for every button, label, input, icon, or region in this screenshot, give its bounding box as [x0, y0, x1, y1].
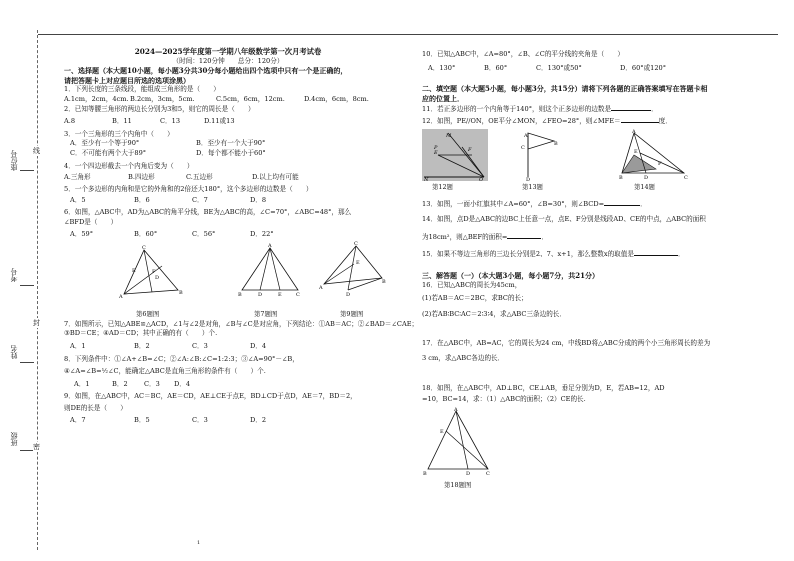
q9-option-b[interactable]: B．5 — [134, 416, 150, 425]
svg-text:B: B — [619, 174, 623, 181]
q1-options — [64, 95, 392, 105]
q1-stem: 1．下列长度的三条线段，能组成三角形的是（ ） — [64, 85, 220, 94]
q5-options — [64, 196, 392, 206]
exam-meta: （时间：120分钟 总分：120分） — [172, 56, 284, 65]
svg-text:D: D — [644, 174, 649, 181]
q8-option-a[interactable]: A．1 — [74, 379, 90, 388]
svg-text:E: E — [278, 291, 282, 298]
q8-option-b[interactable]: B．2 — [112, 379, 128, 388]
svg-text:P: P — [434, 144, 438, 151]
q2-option-b[interactable]: B．11 — [112, 117, 132, 126]
q10-option-a[interactable]: A．130° — [428, 63, 456, 72]
q15-answer-blank[interactable] — [634, 248, 678, 256]
q15-text: 15．如果不等边三角形的三边长分别是2、7、x+1，那么整数x的取值是 — [422, 250, 634, 259]
q3-option-b[interactable]: B．至少有一个大于90° — [196, 139, 266, 148]
q13-text: 13．如图，一面小红旗其中∠A=60°，∠B=30°，则∠BCD= — [422, 199, 605, 208]
q4-stem: 4．一个四边形截去一个内角后变为（ ） — [64, 161, 194, 170]
q1-option-d[interactable]: D.4cm，6cm，8cm. — [304, 94, 369, 103]
svg-text:A: A — [119, 293, 123, 300]
q3-options-row1 — [64, 139, 392, 149]
q11: 11．若正多边形的一个内角等于140°，则这个正多边形的边数是 ． — [422, 105, 658, 114]
q7-option-b[interactable]: B．2 — [134, 341, 150, 350]
q1-option-a[interactable]: A.1cm，2cm，4cm. — [64, 94, 129, 103]
figure-q12 — [422, 129, 488, 181]
q6-stem: 6．如图，△ABC中，AD为△ABC的角平分线，BE为△ABC的高，∠C=70°，∠ABC=48°，那么 — [64, 207, 352, 216]
svg-text:D: D — [346, 291, 351, 298]
q16-part1: (1)若AB＝AC＝2BC，求BC的长； — [422, 294, 528, 303]
svg-text:B: B — [554, 140, 558, 147]
svg-text:D: D — [526, 176, 531, 181]
q7-options — [64, 342, 392, 352]
svg-text:C: C — [142, 244, 146, 251]
q6-option-c[interactable]: C．56° — [192, 230, 216, 239]
q14-answer-blank[interactable] — [507, 231, 541, 239]
svg-text:B: B — [179, 289, 183, 296]
caption-fig6: 第6题图 — [136, 309, 160, 318]
q9-option-a[interactable]: A．7 — [70, 416, 86, 425]
svg-text:F: F — [152, 268, 156, 275]
q2-stem: 2．已知等腰三角形的两边长分别为3和5，则它的周长是（ ） — [64, 104, 255, 113]
q8-option-c[interactable]: C．3 — [144, 379, 160, 388]
figure-q7 — [236, 242, 302, 298]
q4-option-a[interactable]: A.三角形 — [64, 173, 91, 182]
q6-options — [64, 230, 392, 240]
q10-options — [422, 64, 766, 74]
caption-fig14: 第14题 — [634, 182, 655, 191]
exam-title: 2024—2025学年度第一学期八年级数学第一次月考试卷 — [134, 47, 322, 56]
q17-line1: 17．在△ABC中，AB=AC，它的周长为24 cm，中线BD将△ABC分成的两个小三角形周长的差为 — [422, 339, 711, 348]
q14b-text: 为18cm²，则△BEF的面积= — [422, 232, 508, 241]
q18-line1: 18．如图，在△ABC中，AD⊥BC，CE⊥AB，垂足分别为D，E，若AB=12，AD — [422, 383, 665, 392]
caption-fig7: 第7题图 — [254, 309, 278, 318]
q8-option-d[interactable]: D．4 — [174, 379, 191, 388]
q12: 12．如图，PE//ON，OE平分∠MON，∠FEO=28°，则∠MFE＝ 度． — [422, 116, 672, 125]
q13-answer-blank[interactable] — [604, 198, 640, 206]
svg-text:C: C — [521, 144, 525, 151]
q1-option-b[interactable]: B.2cm，3cm，5cm. — [130, 94, 195, 103]
svg-text:E: E — [434, 149, 438, 156]
q3-options-row2 — [64, 149, 392, 159]
svg-text:A: A — [319, 284, 323, 291]
caption-fig18: 第18题图 — [444, 480, 472, 489]
right-column — [422, 50, 766, 489]
svg-text:B: B — [423, 470, 427, 477]
q16-part2: (2)若AB∶BC∶AC＝2∶3∶4，求△ABC三条边的长． — [422, 309, 566, 318]
q16: 16．已知△ABC的周长为45cm， — [422, 280, 522, 289]
svg-text:C: C — [684, 174, 688, 181]
figure-q18-wrap — [422, 405, 766, 489]
svg-text:A: A — [268, 242, 272, 249]
svg-text:E: E — [132, 267, 136, 274]
figure-q9 — [318, 240, 388, 298]
q6-stem-2: ∠BFD是（ ） — [64, 217, 118, 226]
q3-option-c[interactable]: C．不可能有两个大于89° — [70, 148, 147, 157]
q9-stem: 9．如图，在△ABC中，AC＝BC，AE＝CD，AE⊥CE于点E，BD⊥CD于点D，AE＝7，BD＝2， — [64, 392, 357, 401]
section1-header: 一、选择题（本大题10小题，每小题3分共30分每小题给出四个选项中只有一个是正确的， — [64, 66, 348, 76]
q2-options — [64, 117, 392, 127]
q10-option-d[interactable]: D．60°或120° — [620, 63, 667, 72]
q5-option-d[interactable]: D．8 — [250, 196, 267, 205]
q9-option-c[interactable]: C．3 — [192, 416, 208, 425]
name-underline — [20, 362, 34, 363]
binding-mark-line: 线 — [33, 147, 40, 155]
svg-text:O: O — [479, 176, 484, 181]
q4-option-d[interactable]: D.以上均有可能 — [252, 173, 299, 182]
figures-row-6-7-9 — [64, 240, 392, 310]
q14a: 14．如图，点D是△ABC的边BC上任意一点，点E、F分别是线段AD、CE的中点，△ABC的面积 — [422, 215, 706, 224]
q7-option-a[interactable]: A．1 — [70, 341, 86, 350]
binding-strip — [0, 0, 56, 561]
svg-text:A: A — [524, 132, 528, 139]
q11-answer-blank[interactable] — [611, 103, 651, 111]
q15: 15．如果不等边三角形的三边长分别是2、7、x+1，那么整数x的取值是 ． — [422, 250, 685, 259]
q4-option-c[interactable]: C.五边形 — [186, 173, 213, 182]
q12-text: 12．如图，PE//ON，OE平分∠MON，∠FEO=28°，则∠MFE＝ — [422, 116, 621, 125]
q5-option-a[interactable]: A．5 — [70, 196, 86, 205]
q6-option-a[interactable]: A．59° — [70, 230, 94, 239]
svg-text:B: B — [382, 278, 386, 285]
q10-stem: 10．已知△ABC中，∠A=80°，∠B、∠C的平分线的夹角是（ ） — [422, 50, 624, 58]
q5-option-c[interactable]: C．7 — [192, 196, 208, 205]
figure-q13 — [516, 129, 566, 181]
caption-fig9: 第9题图 — [340, 309, 364, 318]
q7-stem: 7．如图所示，已知△ABE≌△ACD，∠1与∠2是对角，∠B与∠C是对应角，下列结论：①AB＝AC；②∠BAD＝∠CAE； — [64, 319, 419, 328]
svg-text:A: A — [632, 128, 636, 135]
section3-header: 三、解答题（一）（本大题3小题，每小题7分，共21分） — [422, 270, 599, 280]
caption-fig13: 第13题 — [522, 182, 543, 191]
seat-underline — [20, 170, 34, 171]
q2-option-d[interactable]: D.11或13 — [204, 117, 235, 126]
svg-text:D: D — [258, 291, 263, 298]
figure-captions-row — [64, 310, 392, 320]
q6-option-b[interactable]: B．60° — [134, 230, 158, 239]
figures-row-12-13-14 — [422, 127, 766, 183]
svg-text:E: E — [634, 148, 638, 155]
svg-text:C: C — [486, 470, 490, 477]
q4-options — [64, 173, 392, 183]
q9-options — [64, 416, 392, 426]
svg-text:F: F — [658, 160, 662, 167]
svg-text:B: B — [238, 291, 242, 298]
svg-text:M: M — [446, 132, 452, 139]
figure-captions-row-2 — [422, 183, 766, 195]
q7-stem-2: ③BD＝CE；④AD＝CD；其中正确的有（ ）个. — [64, 329, 218, 338]
svg-text:C: C — [296, 291, 300, 298]
binding-mark-seal: 封 — [33, 319, 40, 327]
seat-label: 座位号 — [10, 150, 18, 171]
figure-q18 — [422, 407, 494, 479]
q5-stem: 5．一个多边形的内角和是它的外角和的2倍还大180°，这个多边形的边数是（ ） — [64, 184, 313, 193]
q10-option-b[interactable]: B．60° — [484, 63, 508, 72]
q17-line2: 3 cm，求△ABC各边的长． — [422, 353, 505, 362]
q2-option-a[interactable]: A.8 — [64, 117, 76, 126]
svg-text:D: D — [155, 274, 160, 281]
svg-text:N: N — [424, 176, 429, 181]
section2-header-2: 应的位置上． — [422, 93, 464, 103]
q9-option-d[interactable]: D．2 — [250, 416, 267, 425]
figure-q6 — [118, 242, 186, 300]
binding-dashed-line — [37, 30, 38, 550]
q8-options — [64, 380, 392, 390]
svg-text:E: E — [356, 259, 360, 266]
q3-option-d[interactable]: D．每个都不能小于60° — [196, 148, 266, 157]
section1-header-2: 请把答题卡上对应题目所选的选项涂黑） — [64, 75, 190, 85]
q9-stem-2: 则DE的长是（ ） — [64, 403, 127, 412]
svg-text:E: E — [440, 428, 444, 435]
q11-text: 11．若正多边形的一个内角等于140°，则这个正多边形的边数是 — [422, 105, 612, 114]
q3-option-a[interactable]: A．至少有一个等于90° — [70, 139, 140, 148]
page-number: 1 — [197, 540, 201, 546]
svg-text:F: F — [468, 146, 472, 153]
q14b: 为18cm²，则△BEF的面积= ． — [422, 232, 548, 241]
q2-option-c[interactable]: C．13 — [160, 117, 181, 126]
caption-fig12: 第12题 — [432, 182, 453, 191]
section2-header: 二、填空题（本大题5小题，每小题3分，共15分）请将下列各题的正确答案填写在答题卡相 — [422, 84, 708, 94]
class-underline — [20, 450, 34, 451]
q18-line2: =10，BC=14，求：（1）△ABC的面积；（2）CE的长. — [422, 395, 586, 404]
q10-option-c[interactable]: C．130°或50° — [536, 63, 582, 72]
q7-option-c[interactable]: C．3 — [192, 341, 208, 350]
left-column — [64, 47, 419, 426]
q8-stem: 8．下列条件中：①∠A+∠B=∠C；②∠A:∠B:∠C=1:2:3；③∠A=90°－∠B， — [64, 355, 299, 364]
top-rule — [38, 34, 778, 35]
number-underline — [20, 285, 34, 286]
q1-option-c[interactable]: C.5cm，6cm，12cm. — [216, 94, 285, 103]
q3-stem: 3．一个三角形的三个内角中（ ） — [64, 129, 174, 138]
figure-q14 — [618, 129, 690, 181]
svg-text:D: D — [466, 470, 471, 477]
q7-option-d[interactable]: D．4 — [250, 341, 267, 350]
class-label: 班级 — [10, 432, 18, 446]
exam-number-label: 考号 — [10, 268, 18, 282]
q5-option-b[interactable]: B．6 — [134, 196, 150, 205]
name-label: 姓名 — [10, 345, 18, 359]
binding-mark-secret: 密 — [33, 443, 40, 451]
q12-answer-blank[interactable] — [621, 115, 659, 123]
q8-stem-2: ④∠A=∠B=½∠C，能确定△ABC是直角三角形的条件有（ ）个. — [64, 367, 266, 376]
svg-text:C: C — [354, 240, 358, 247]
q13: 13．如图，一面小红旗其中∠A=60°，∠B=30°，则∠BCD= ． — [422, 199, 647, 208]
svg-text:A: A — [454, 406, 458, 413]
q6-option-d[interactable]: D．22° — [250, 230, 274, 239]
q4-option-b[interactable]: B.四边形 — [128, 173, 155, 182]
